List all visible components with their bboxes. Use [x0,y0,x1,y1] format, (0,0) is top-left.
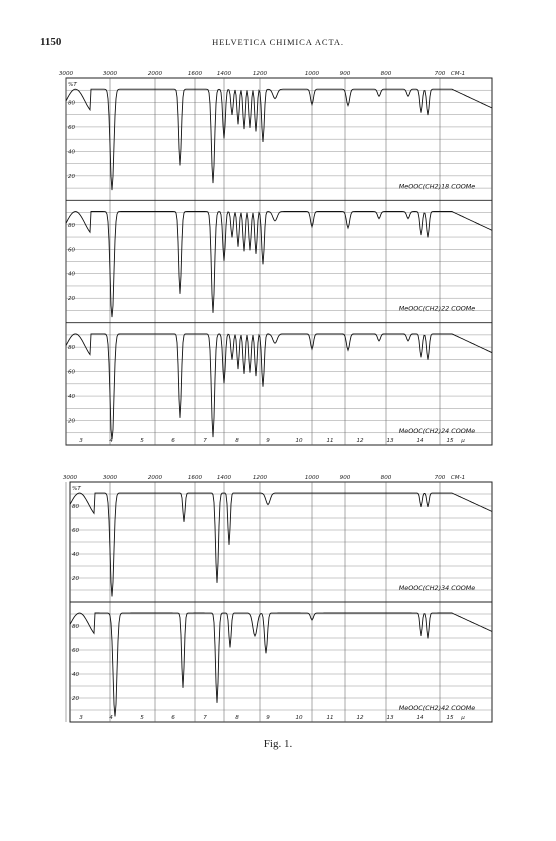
wavenumber-tick-label: 800 [380,475,392,481]
transmission-tick-label: 60 [72,648,80,654]
transmission-unit: %T [72,486,81,492]
transmission-tick-label: 40 [68,394,76,401]
micron-tick-label: μ [461,438,465,444]
spectrum-trace [70,613,492,717]
micron-tick-label: 3 [79,438,83,444]
micron-tick-label: 5 [140,715,144,721]
transmission-tick-label: 20 [68,296,76,303]
micron-tick-label: 11 [326,715,334,721]
micron-tick-label: 12 [356,715,364,721]
micron-tick-label: 4 [109,715,113,721]
micron-tick-label: 10 [295,715,303,721]
wavenumber-tick-label: 1600 [187,475,203,481]
wavenumber-tick-label: 1000 [304,475,320,481]
transmission-unit: %T [68,82,77,88]
micron-tick-label: 9 [266,715,270,721]
wavenumber-tick-label: 700 [434,71,446,77]
micron-tick-label: 13 [386,715,394,721]
compound-label: MeOOC(CH2)34 COOMe [398,584,476,592]
spectrum-trace [66,212,492,318]
wavenumber-tick-label: 2000 [147,71,163,77]
wavenumber-tick-label: 700 [434,475,446,481]
wavenumber-tick-label: 3000 [58,71,74,77]
wavenumber-tick-label: 1200 [252,475,268,481]
spectrum-chart-bottom [63,475,492,722]
wavenumber-tick-label: 1000 [304,71,320,77]
micron-tick-label: 10 [295,438,303,444]
wavenumber-tick-label: 1600 [187,71,203,77]
journal-name: HELVETICA CHIMICA ACTA. [212,37,344,47]
wavenumber-tick-label: 2000 [147,475,163,481]
compound-label: MeOOC(CH2)22 COOMe [398,304,476,313]
compound-label: MeOOC(CH2)24 COOMe [398,427,476,435]
spectrum-trace [66,334,492,440]
micron-tick-label: 6 [171,715,175,721]
spectrum-trace [70,493,492,596]
micron-tick-label: 7 [203,715,207,721]
figure-caption: Fig. 1. [263,738,293,750]
micron-tick-label: 5 [140,438,144,444]
transmission-tick-label: 60 [68,124,76,131]
transmission-tick-label: 20 [72,696,80,702]
transmission-tick-label: 40 [72,552,80,558]
wavenumber-tick-label: 3000 [102,475,118,481]
wavenumber-tick-label: 900 [339,71,351,77]
wavenumber-tick-label: 1400 [216,71,232,77]
wavenumber-tick-label: 800 [380,71,392,77]
micron-tick-label: 15 [446,715,454,721]
micron-tick-label: 15 [446,438,454,444]
micron-tick-label: 6 [171,438,175,444]
micron-tick-label: 8 [235,715,239,721]
micron-tick-label: 8 [235,438,239,444]
transmission-tick-label: 40 [68,149,76,156]
transmission-tick-label: 60 [68,247,76,254]
transmission-tick-label: 20 [68,173,76,180]
wavenumber-tick-label: 1200 [252,71,268,77]
transmission-tick-label: 80 [68,345,76,352]
spectrum-chart-top [59,71,492,445]
micron-tick-label: 9 [266,438,270,444]
transmission-tick-label: 60 [68,369,76,376]
micron-tick-label: 3 [79,715,83,721]
micron-tick-label: 4 [109,438,113,444]
micron-tick-label: 7 [203,438,207,444]
transmission-tick-label: 80 [72,624,80,630]
transmission-tick-label: 80 [72,504,80,510]
transmission-tick-label: 20 [68,418,76,425]
micron-tick-label: 14 [416,438,424,444]
wavenumber-tick-label: 3000 [62,475,78,481]
page-number: 1150 [40,36,62,48]
wavenumber-tick-label: CM-1 [450,71,466,77]
compound-label: MeOOC(CH2)18 COOMe [398,182,476,191]
micron-tick-label: 12 [356,438,364,444]
micron-tick-label: μ [461,715,465,721]
transmission-tick-label: 40 [72,672,80,678]
micron-tick-label: 11 [326,438,334,444]
micron-tick-label: 13 [386,438,394,444]
transmission-tick-label: 60 [72,528,80,534]
compound-label: MeOOC(CH2)42 COOMe [398,704,476,712]
transmission-tick-label: 20 [72,576,80,582]
transmission-tick-label: 80 [68,222,76,229]
wavenumber-tick-label: 900 [339,475,351,481]
wavenumber-tick-label: CM-1 [450,475,466,481]
transmission-tick-label: 40 [68,271,76,278]
spectrum-trace [66,89,492,190]
wavenumber-tick-label: 1400 [216,475,232,481]
micron-tick-label: 14 [416,715,424,721]
transmission-tick-label: 80 [68,100,76,107]
wavenumber-tick-label: 3000 [102,71,118,77]
